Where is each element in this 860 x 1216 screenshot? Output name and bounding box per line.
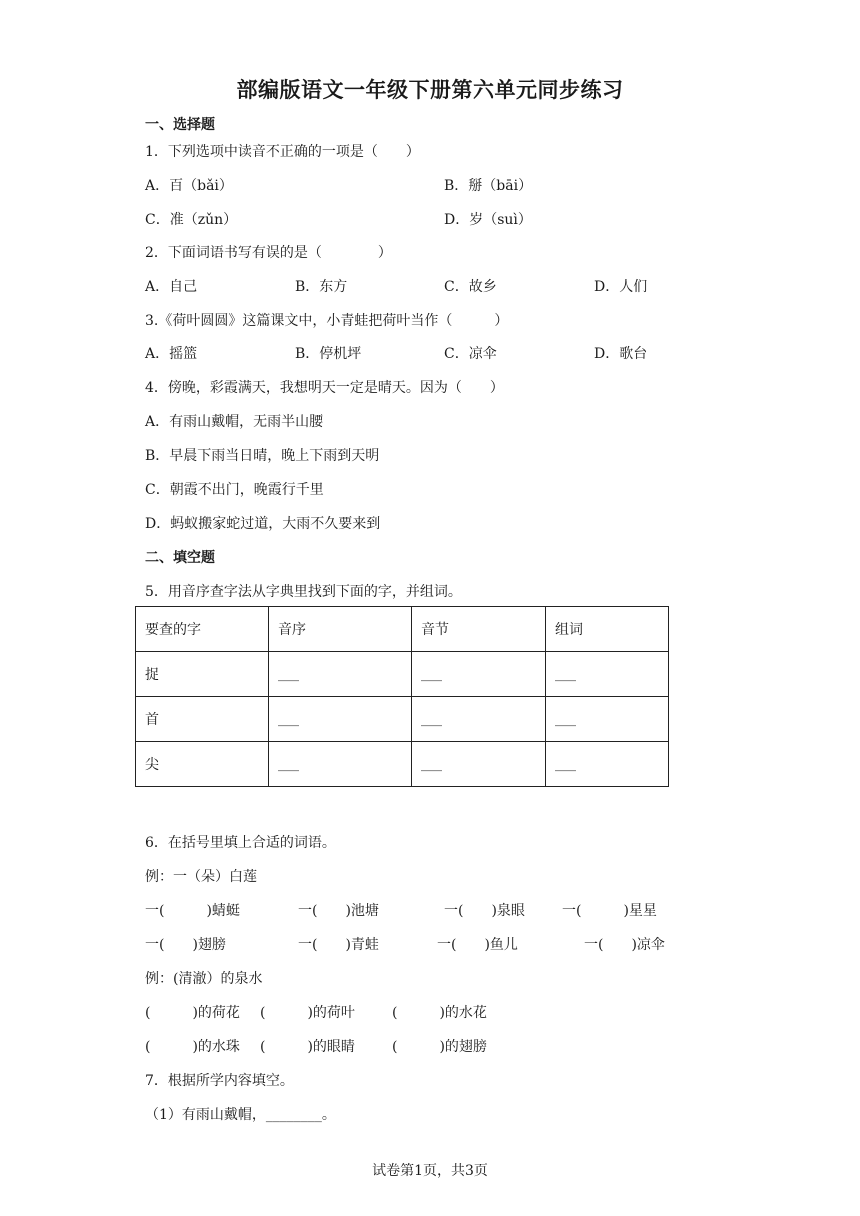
table-char-cell: 尖	[136, 742, 269, 787]
table-header-row	[136, 607, 669, 652]
section-heading-choice: 一、选择题	[145, 117, 215, 133]
answer-blank[interactable]	[269, 697, 412, 742]
fill-item[interactable]: 一( )星星	[562, 903, 657, 919]
question-3-option-c: C．凉伞	[444, 346, 497, 362]
table-header-cell: 组词	[546, 607, 669, 652]
fill-item[interactable]: 一( )池塘	[298, 903, 379, 919]
question-4-option-a: A．有雨山戴帽，无雨半山腰	[145, 414, 324, 430]
fill-item[interactable]: 一( )泉眼	[444, 903, 525, 919]
question-2-option-a: A．自己	[145, 279, 198, 295]
question-3-option-a: A．摇篮	[145, 346, 198, 362]
table-header-cell: 音节	[412, 607, 546, 652]
question-2-option-c: C．故乡	[444, 279, 497, 295]
blank-line: ___	[555, 711, 576, 727]
fill-item[interactable]: 一( )翅膀	[145, 937, 226, 953]
table-row	[136, 697, 669, 742]
question-5-stem: 5．用音序查字法从字典里找到下面的字，并组词。	[145, 584, 462, 600]
question-2-stem: 2．下面词语书写有误的是（ ）	[145, 245, 392, 261]
table-header-cell: 要查的字	[136, 607, 269, 652]
fill-item[interactable]: ( )的水花	[392, 1005, 487, 1021]
question-1-option-d: D．岁（suì）	[444, 212, 532, 228]
question-3-stem: 3.《荷叶圆圆》这篇课文中，小青蛙把荷叶当作（ ）	[145, 313, 509, 329]
answer-blank[interactable]	[546, 742, 669, 787]
table-header-cell: 音序	[269, 607, 412, 652]
question-2-option-b: B．东方	[295, 279, 348, 295]
question-3-option-b: B．停机坪	[295, 346, 362, 362]
fill-item[interactable]: ( )的眼睛	[260, 1039, 355, 1055]
fill-item[interactable]: ( )的水珠	[145, 1039, 240, 1055]
question-2-option-d: D．人们	[594, 279, 648, 295]
page-footer: 试卷第1页，共3页	[372, 1163, 488, 1179]
blank-line: ___	[421, 756, 442, 772]
fill-item[interactable]: 一( )青蛙	[298, 937, 379, 953]
question-4-option-c: C．朝霞不出门，晚霞行千里	[145, 482, 324, 498]
lookup-table	[135, 606, 669, 787]
question-6-stem: 6．在括号里填上合适的词语。	[145, 835, 336, 851]
blank-line: ___	[555, 666, 576, 682]
answer-blank[interactable]	[412, 697, 546, 742]
answer-blank[interactable]	[269, 652, 412, 697]
blank-line: ___	[278, 711, 299, 727]
question-1-option-b: B．掰（bāi）	[444, 178, 533, 194]
question-3-option-d: D．歌台	[594, 346, 648, 362]
fill-item[interactable]: 一( )凉伞	[584, 937, 665, 953]
fill-item[interactable]: ( )的荷叶	[260, 1005, 355, 1021]
fill-item[interactable]: 一( )蜻蜓	[145, 903, 240, 919]
answer-blank[interactable]	[269, 742, 412, 787]
section-heading-fill: 二、填空题	[145, 550, 215, 566]
table-row	[136, 652, 669, 697]
answer-blank[interactable]	[546, 697, 669, 742]
question-7-item-1[interactable]: （1）有雨山戴帽，________。	[145, 1107, 336, 1123]
table-char-cell: 首	[136, 697, 269, 742]
question-4-option-d: D．蚂蚁搬家蛇过道，大雨不久要来到	[145, 516, 381, 532]
blank-line: ___	[278, 756, 299, 772]
table-char-cell: 捉	[136, 652, 269, 697]
question-6-example-2: 例：(清澈）的泉水	[145, 971, 263, 987]
question-4-option-b: B．早晨下雨当日晴，晚上下雨到天明	[145, 448, 380, 464]
question-1-option-a: A．百（bǎi）	[145, 178, 233, 194]
answer-blank[interactable]	[546, 652, 669, 697]
question-7-stem: 7．根据所学内容填空。	[145, 1073, 294, 1089]
page-title: 部编版语文一年级下册第六单元同步练习	[236, 78, 624, 102]
blank-line: ___	[421, 666, 442, 682]
question-1-option-c: C．准（zǔn）	[145, 212, 238, 228]
blank-line: ___	[421, 711, 442, 727]
fill-item[interactable]: ( )的翅膀	[392, 1039, 487, 1055]
question-4-stem: 4．傍晚，彩霞满天，我想明天一定是晴天。因为（ ）	[145, 380, 504, 396]
answer-blank[interactable]	[412, 742, 546, 787]
fill-item[interactable]: 一( )鱼儿	[437, 937, 518, 953]
answer-blank[interactable]	[412, 652, 546, 697]
fill-item[interactable]: ( )的荷花	[145, 1005, 240, 1021]
blank-line: ___	[555, 756, 576, 772]
blank-line: ___	[278, 666, 299, 682]
table-row	[136, 742, 669, 787]
question-1-stem: 1．下列选项中读音不正确的一项是（ ）	[145, 144, 420, 160]
question-6-example-1: 例：一（朵）白莲	[145, 869, 257, 885]
